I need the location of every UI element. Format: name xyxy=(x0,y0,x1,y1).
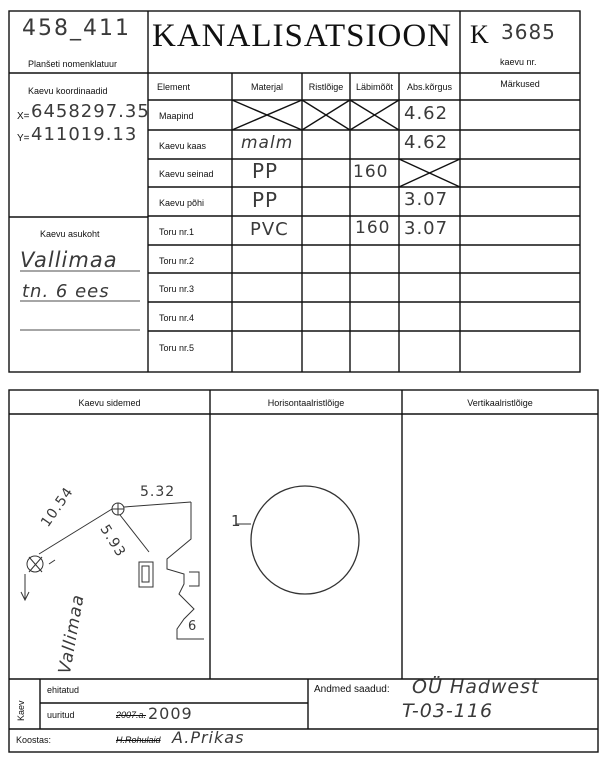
row-element-toru-5: Toru nr.5 xyxy=(159,343,195,353)
data-from-company: OÜ Hadwest xyxy=(412,676,540,698)
row-height: 3.07 xyxy=(404,218,449,239)
tie-distance-a: 5.32 xyxy=(140,484,176,500)
x-coordinate: 6458297.35 xyxy=(31,101,150,122)
well-circle-icon xyxy=(251,486,359,594)
horizontal-section-label: Horisontaalristlõige xyxy=(267,398,345,408)
tie-distance-c: 5.93 xyxy=(96,522,129,561)
street-name-sketch: Vallimaa xyxy=(55,592,89,676)
header-material: Materjal xyxy=(250,82,283,92)
x-label: X= xyxy=(17,111,30,122)
house-number-sketch: 6 xyxy=(188,619,198,634)
row-element: Toru nr.1 xyxy=(159,227,195,237)
horizontal-section-drawing xyxy=(210,414,402,679)
location-label: Kaevu asukoht xyxy=(40,229,100,239)
surveyed-label: uuritud xyxy=(47,710,75,720)
row-element: Kaevu seinad xyxy=(159,169,214,179)
well-number: 3685 xyxy=(501,20,556,44)
surveyed-date-hand: 2009 xyxy=(148,704,193,723)
built-label: ehitatud xyxy=(47,685,80,695)
row-element-toru-3: Toru nr.3 xyxy=(159,284,195,294)
compiled-hand-name: A.Prikas xyxy=(172,728,245,747)
location-house: tn. 6 ees xyxy=(22,281,110,302)
nomenclature-value: 458_411 xyxy=(22,16,131,41)
well-letter: K xyxy=(470,20,489,49)
well-side-label: Kaev xyxy=(16,700,26,721)
ties-label: Kaevu sidemed xyxy=(78,398,141,408)
compiled-label: Koostas: xyxy=(16,735,52,745)
row-material: malm xyxy=(241,133,294,153)
header-cross-section: Ristlõige xyxy=(308,82,344,92)
row-diameter: 160 xyxy=(355,218,391,238)
data-from-reference: T-03-116 xyxy=(402,700,494,722)
row-element-toru-2: Toru nr.2 xyxy=(159,256,195,266)
document-title: KANALISATSIOON xyxy=(152,18,452,54)
surveyed-date-printed: 2007.a. xyxy=(116,710,147,720)
vertical-section-label: Vertikaalristlõige xyxy=(467,398,533,408)
coordinates-label: Kaevu koordinaadid xyxy=(28,86,108,96)
row-element-toru-4: Toru nr.4 xyxy=(159,313,195,323)
row-diameter: 160 xyxy=(353,162,389,182)
well-number-label: kaevu nr. xyxy=(500,57,537,67)
nomenclature-label: Planšeti nomenklatuur xyxy=(28,59,118,69)
header-element: Element xyxy=(157,82,191,92)
y-label: Y= xyxy=(17,133,30,144)
tie-distance-b: 10.54 xyxy=(38,484,77,531)
row-element: Kaevu kaas xyxy=(159,141,207,151)
row-height: 4.62 xyxy=(404,132,449,153)
y-coordinate: 411019.13 xyxy=(31,124,138,145)
header-diameter: Läbimõõt xyxy=(355,82,394,92)
row-element: Maapind xyxy=(159,111,194,121)
pipe-number-label: 1 xyxy=(231,512,242,530)
location-street: Vallimaa xyxy=(20,248,118,272)
data-from-label: Andmed saadud: xyxy=(314,684,390,695)
row-height: 4.62 xyxy=(404,103,449,124)
row-material: PP xyxy=(252,188,279,212)
compiled-printed-name: H.Rohulaid xyxy=(116,735,161,745)
row-element: Kaevu põhi xyxy=(159,198,205,208)
header-abs-height: Abs.kõrgus xyxy=(406,82,453,92)
row-height: 3.07 xyxy=(404,189,449,210)
row-material: PP xyxy=(252,159,279,183)
header-notes: Märkused xyxy=(500,79,540,89)
row-material: PVC xyxy=(250,219,289,240)
